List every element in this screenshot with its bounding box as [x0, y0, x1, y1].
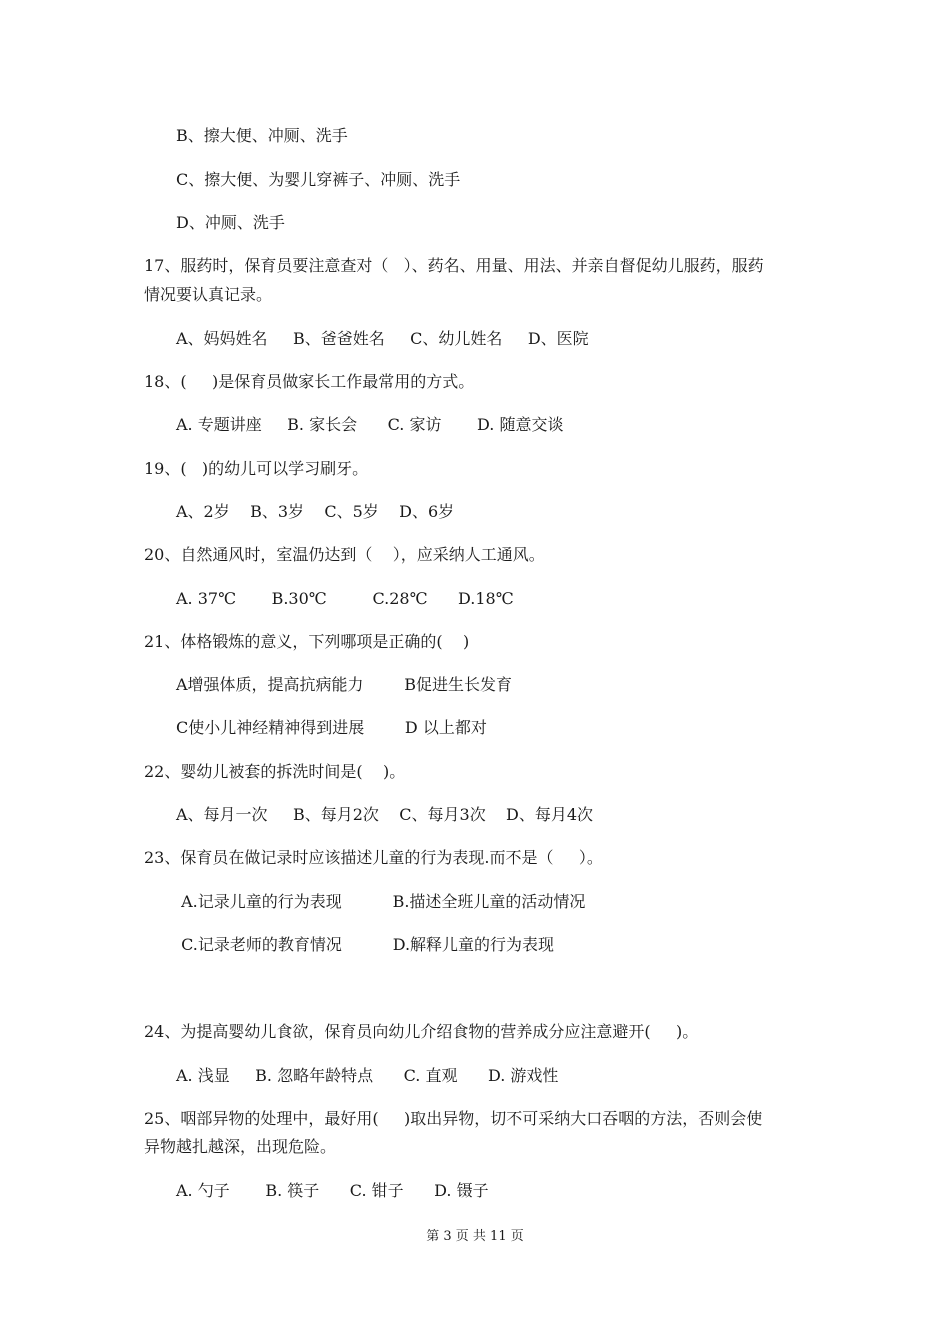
question-20: 20、自然通风时，室温仍达到（ ），应采纳人工通风。	[144, 545, 545, 564]
question-18: 18、( )是保育员做家长工作最常用的方式。	[144, 372, 475, 391]
options-23-cd: C.记录老师的教育情况 D.解释儿童的行为表现	[176, 935, 555, 954]
page-footer: 第 3 页 共 11 页	[426, 1229, 524, 1244]
options-18: A. 专题讲座 B. 家长会 C. 家访 D. 随意交谈	[176, 415, 564, 434]
options-19: A、2岁 B、3岁 C、5岁 D、6岁	[176, 502, 455, 521]
options-23-ab: A.记录儿童的行为表现 B.描述全班儿童的活动情况	[176, 892, 586, 911]
options-24: A. 浅显 B. 忽略年龄特点 C. 直观 D. 游戏性	[176, 1066, 559, 1085]
option-16-d: D、冲厕、洗手	[176, 213, 285, 232]
question-25-cont: 异物越扎越深，出现危险。	[144, 1137, 337, 1156]
option-16-b: B、擦大便、冲厕、洗手	[176, 126, 348, 145]
question-25: 25、咽部异物的处理中，最好用( )取出异物，切不可采纳大口吞咽的方法，否则会使	[144, 1109, 763, 1128]
options-20: A. 37℃ B.30℃ C.28℃ D.18℃	[176, 589, 514, 608]
options-21-ab: A增强体质，提高抗病能力 B促进生长发育	[176, 675, 513, 694]
option-16-c: C、擦大便、为婴儿穿裤子、冲厕、洗手	[176, 170, 461, 189]
question-23: 23、保育员在做记录时应该描述儿童的行为表现.而不是（ ）。	[144, 848, 603, 867]
options-21-cd: C使小儿神经精神得到进展 D 以上都对	[176, 718, 487, 737]
options-22: A、每月一次 B、每月2次 C、每月3次 D、每月4次	[176, 805, 594, 824]
options-17: A、妈妈姓名 B、爸爸姓名 C、幼儿姓名 D、医院	[176, 329, 589, 348]
question-19: 19、( )的幼儿可以学习刷牙。	[144, 459, 369, 478]
question-24: 24、为提高婴幼儿食欲，保育员向幼儿介绍食物的营养成分应注意避开( )。	[144, 1022, 699, 1041]
question-17-cont: 情况要认真记录。	[144, 285, 273, 304]
question-21: 21、体格锻炼的意义，下列哪项是正确的( )	[144, 632, 470, 651]
options-25: A. 勺子 B. 筷子 C. 钳子 D. 镊子	[176, 1181, 489, 1200]
question-17: 17、服药时，保育员要注意查对（ ）、药名、用量、用法、并亲自督促幼儿服药，服药	[144, 256, 764, 275]
question-22: 22、婴幼儿被套的拆洗时间是( )。	[144, 762, 406, 781]
